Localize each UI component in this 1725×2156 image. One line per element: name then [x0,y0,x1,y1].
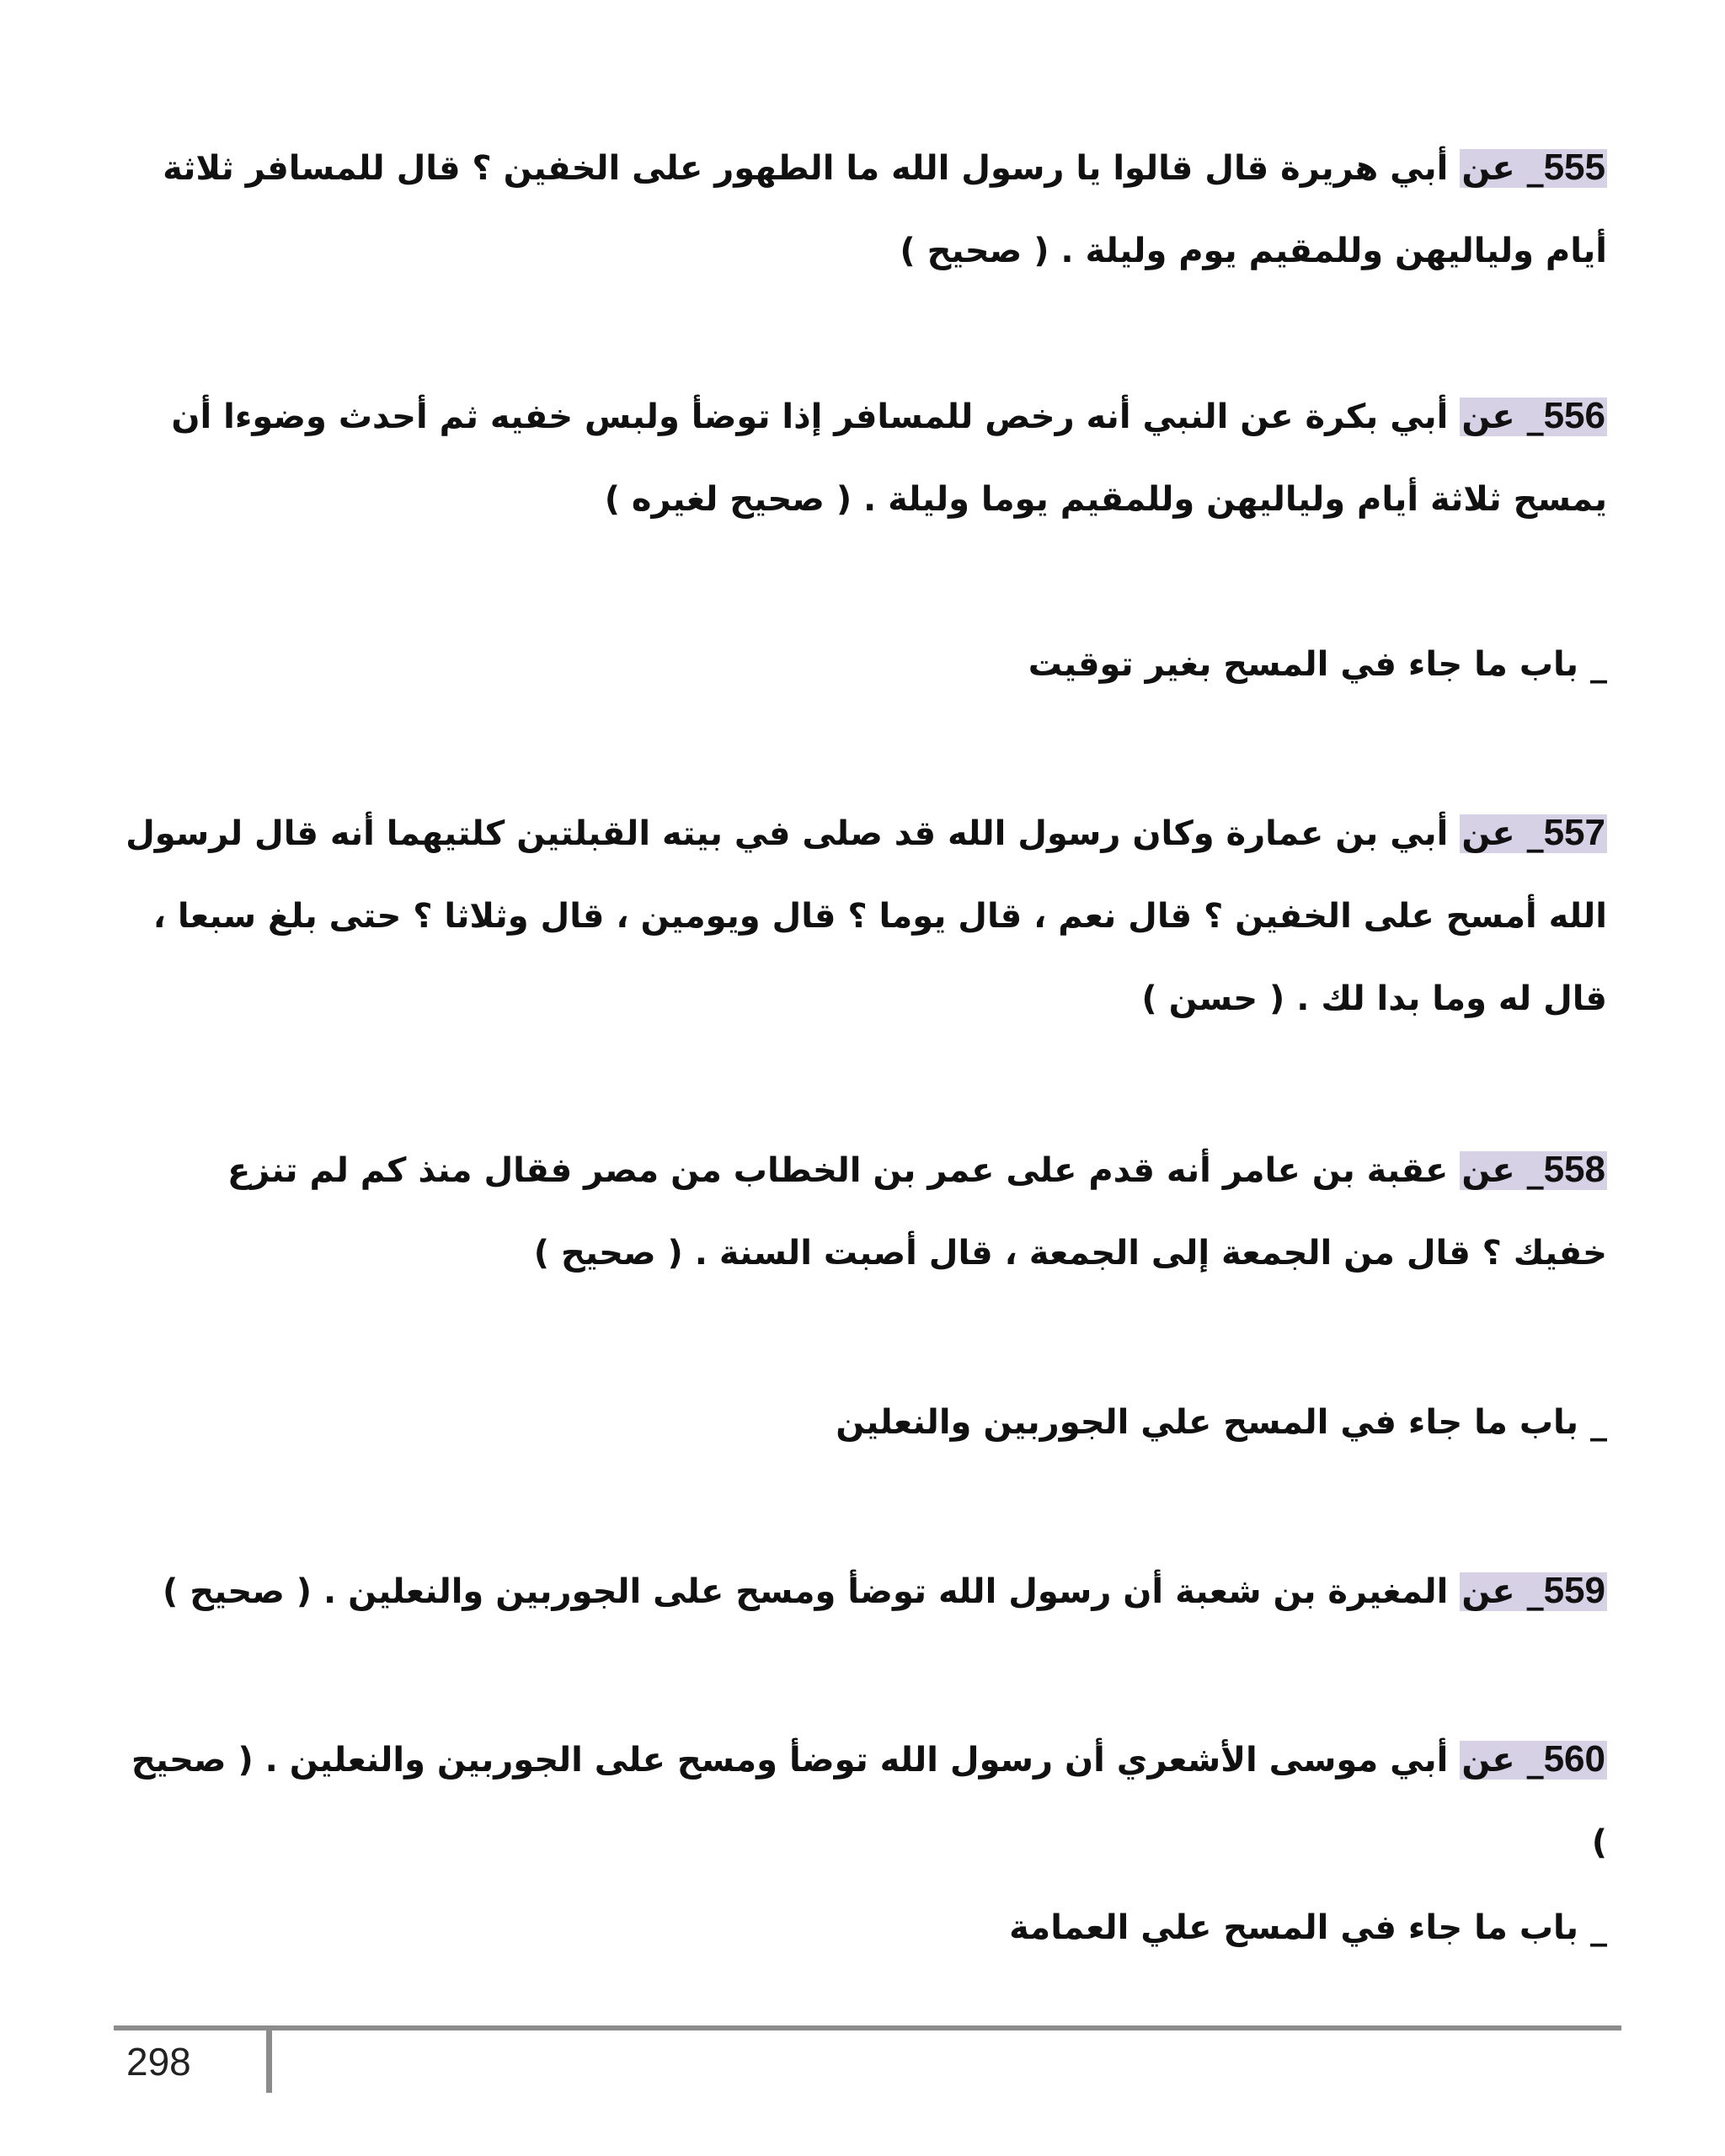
hadith-number-highlight [1460,814,1607,853]
hadith-marker: _ عن [1461,814,1544,853]
hadith-557 [125,792,1607,1040]
hadith-number: 557 [1543,812,1605,853]
hadith-marker: _ عن [1461,149,1544,188]
footer-divider-tick [266,2025,272,2093]
hadith-555 [125,126,1607,292]
hadith-text: المغيرة بن شعبة أن رسول الله توضأ ومسح على الجوربين والنعلين . ( صحيح ) [163,1572,1449,1611]
hadith-number: 559 [1543,1570,1605,1611]
hadith-560 [125,1718,1607,1884]
chapter-heading-text: _ باب ما جاء في المسح علي الجوربين والنعلين [836,1403,1607,1442]
hadith-marker: _ عن [1461,1572,1544,1611]
hadith-marker: _ عن [1461,1741,1544,1780]
hadith-number-highlight [1460,395,1607,436]
hadith-556 [125,375,1607,541]
hadith-559 [125,1550,1607,1633]
hadith-number-highlight [1460,1151,1607,1190]
hadith-text: أبي بكرة عن النبي أنه رخص للمسافر إذا توضأ ولبس خفيه ثم أحدث وضوءا أن يمسح ثلاثة أيام ولياليهن وللمقيم يوما وليلة . ( صحيح لغيره ) [171,398,1607,519]
hadith-marker: _ عن [1461,1151,1544,1190]
chapter-heading-socks-and-sandals [125,1381,1607,1464]
hadith-text: أبي هريرة قال قالوا يا رسول الله ما الطهور على الخفين ؟ قال للمسافر ثلاثة أيام ولياليهن وللمقيم يوم وليلة . ( صحيح ) [163,149,1607,270]
hadith-number-highlight [1460,1738,1607,1780]
hadith-number-highlight [1460,149,1607,188]
hadith-marker: _ عن [1461,398,1544,436]
footer-divider [114,2025,1621,2031]
chapter-heading-no-time-limit [125,623,1607,706]
page-number: 298 [126,2040,191,2084]
chapter-heading-turban [125,1886,1607,1969]
chapter-heading-text: _ باب ما جاء في المسح بغير توقيت [1028,645,1607,684]
hadith-number: 556 [1543,395,1605,436]
hadith-text: أبي بن عمارة وكان رسول الله قد صلى في بيته القبلتين كلتيهما أنه قال لرسول الله أمسح على الخفين ؟ قال نعم ، قال يوما ؟ قال ويومين ، قال وثلاثا ؟ حتى بلغ سبعا ، قال له وما بدا لك . ( حسن ) [126,814,1607,1018]
hadith-number: 560 [1543,1738,1605,1780]
hadith-number: 558 [1543,1149,1605,1190]
hadith-text: أبي موسى الأشعري أن رسول الله توضأ ومسح على الجوربين والنعلين . ( صحيح ) [131,1741,1607,1862]
chapter-heading-text: _ باب ما جاء في المسح علي العمامة [1009,1908,1607,1947]
hadith-558 [125,1129,1607,1294]
hadith-number-highlight [1460,1572,1607,1611]
hadith-number: 555 [1543,147,1605,188]
hadith-text: عقبة بن عامر أنه قدم على عمر بن الخطاب من مصر فقال منذ كم لم تنزع خفيك ؟ قال من الجمعة إلى الجمعة ، قال أصبت السنة . ( صحيح ) [227,1151,1607,1273]
